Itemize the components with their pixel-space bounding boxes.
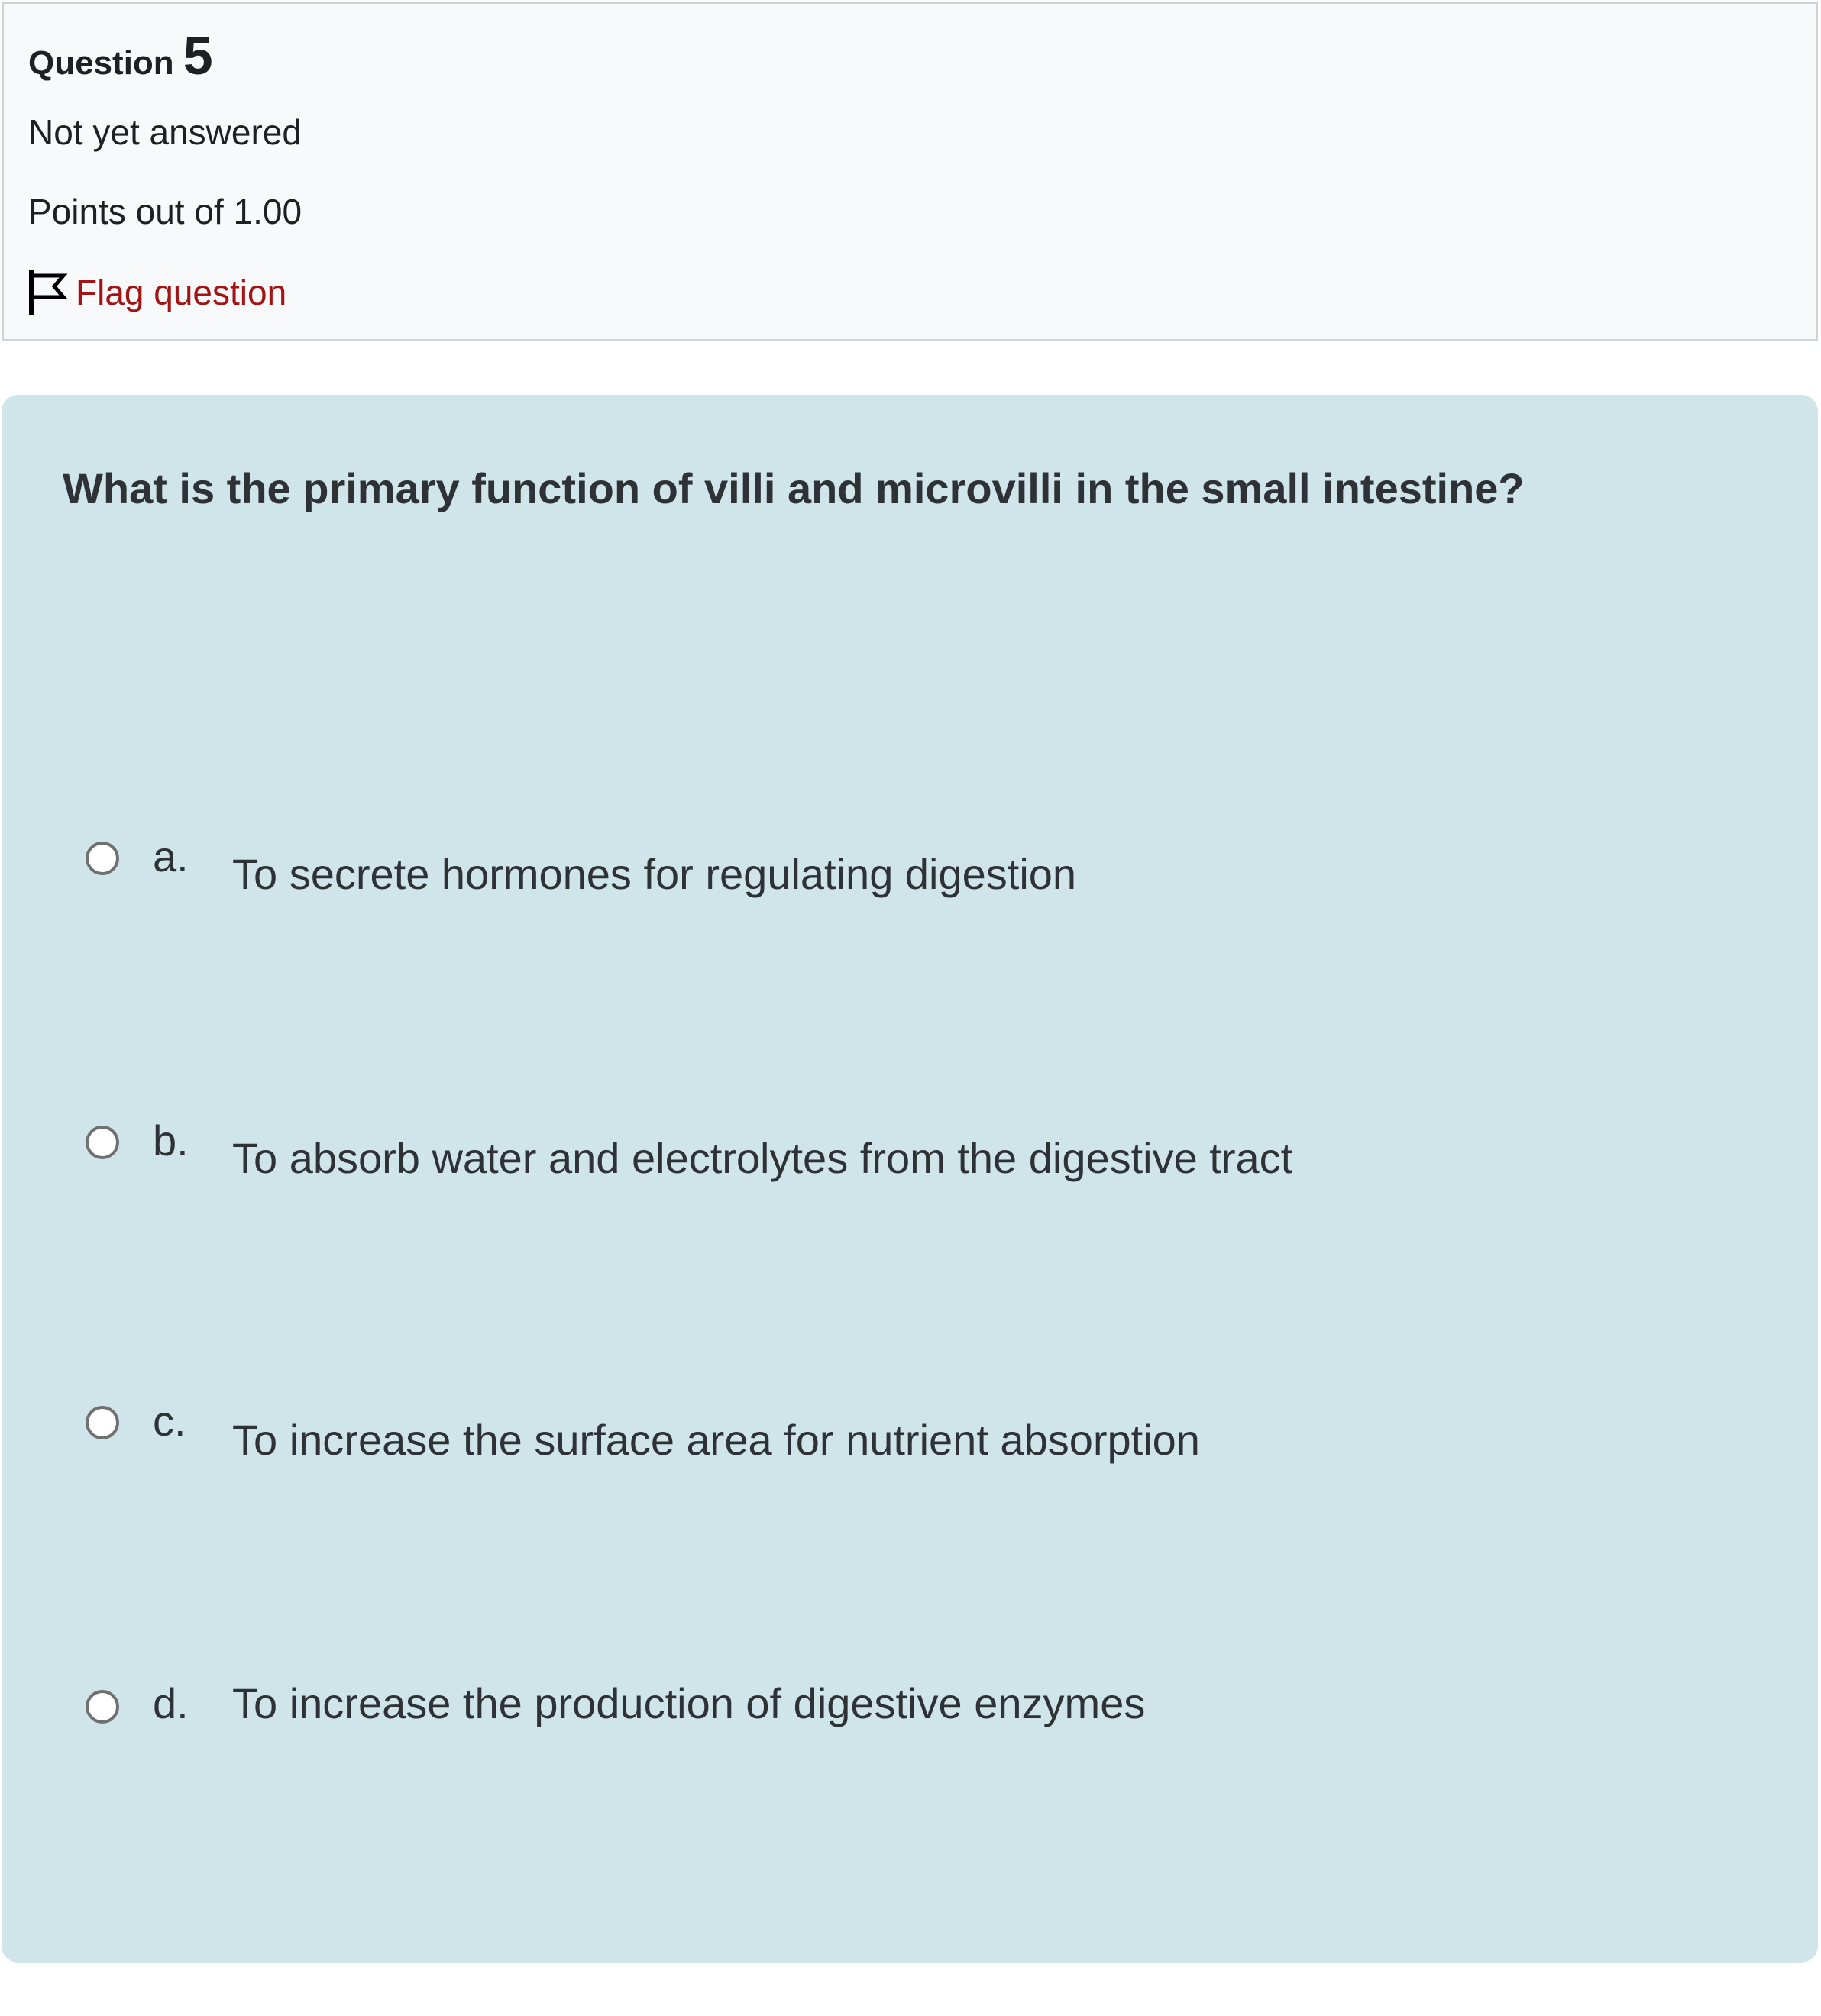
flag-icon [27, 270, 68, 315]
answer-letter: a. [153, 832, 189, 880]
question-content-panel [2, 395, 1818, 1963]
answer-text[interactable]: To increase the surface area for nutrient absorption [232, 1416, 1200, 1464]
question-state: Not yet answered [28, 112, 302, 152]
flag-question-link[interactable] [27, 262, 286, 323]
answer-option-a[interactable] [86, 832, 1766, 933]
question-grade: Points out of 1.00 [28, 192, 302, 231]
question-info-panel [2, 2, 1818, 341]
question-text: What is the primary function of villi and microvilli in the small intestine? [63, 464, 1525, 512]
answer-radio-a[interactable] [86, 842, 119, 875]
flag-question-label[interactable]: Flag question [76, 273, 287, 312]
answer-text[interactable]: To secrete hormones for regulating digestion [232, 850, 1077, 898]
answer-text[interactable]: To increase the production of digestive enzymes [232, 1679, 1146, 1727]
answer-text[interactable]: To absorb water and electrolytes from the digestive tract [232, 1134, 1293, 1182]
answer-letter: b. [153, 1116, 189, 1165]
question-label: Question [28, 44, 174, 82]
answer-radio-c[interactable] [86, 1406, 119, 1439]
answer-option-c[interactable] [86, 1397, 1766, 1497]
answer-letter: c. [153, 1397, 186, 1445]
question-number-heading [28, 25, 213, 94]
answer-option-b[interactable] [86, 1116, 1766, 1217]
question-number: 5 [183, 26, 213, 86]
answer-letter: d. [153, 1679, 189, 1727]
answer-radio-d[interactable] [86, 1690, 119, 1724]
answer-option-d[interactable] [86, 1679, 1766, 1782]
answer-radio-b[interactable] [86, 1126, 119, 1159]
